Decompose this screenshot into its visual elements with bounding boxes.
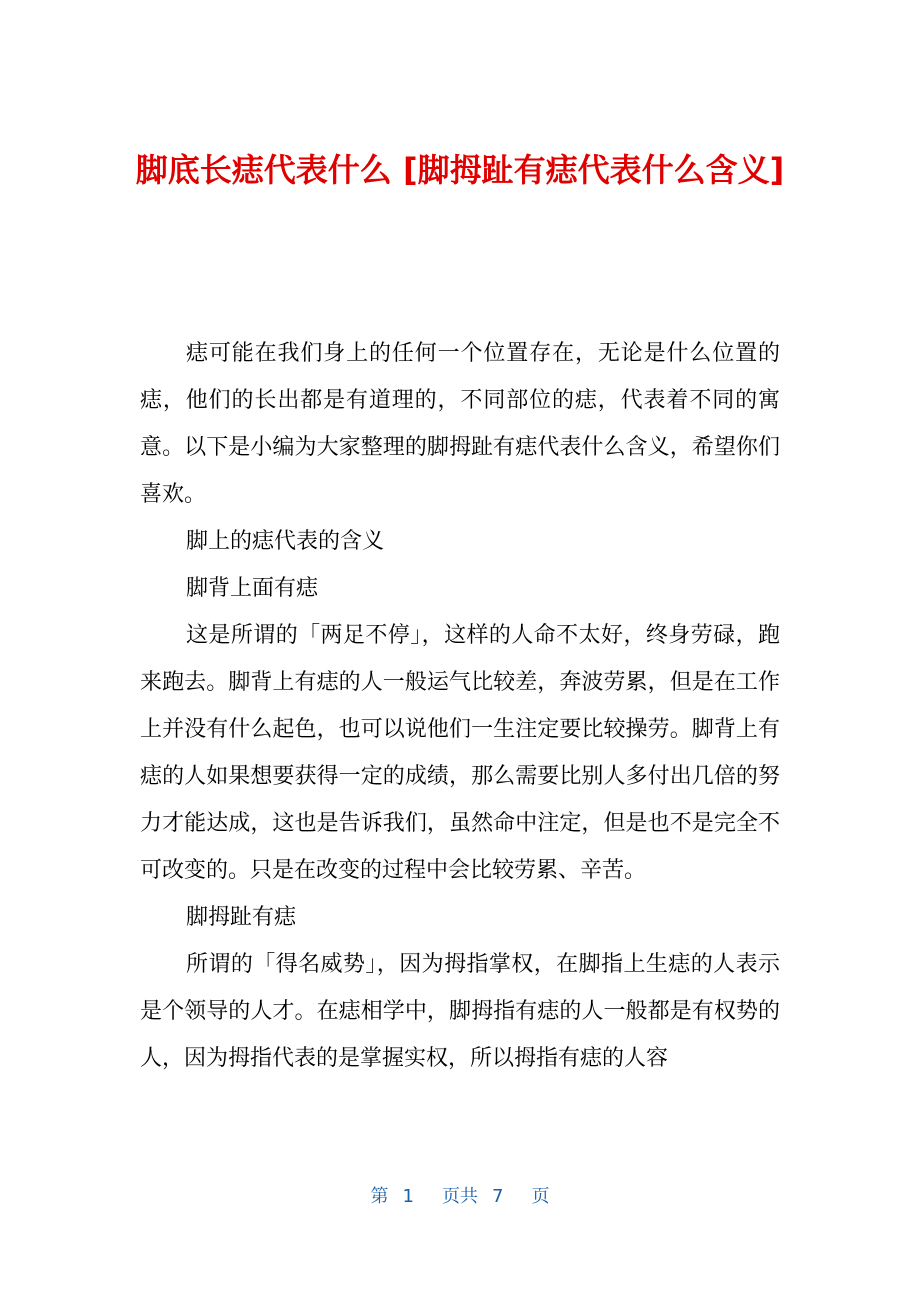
intro-paragraph: 痣可能在我们身上的任何一个位置存在，无论是什么位置的痣，他们的长出都是有道理的，不同部位的痣，代表着不同的寓意。以下是小编为大家整理的脚拇趾有痣代表什么含义，希望你们喜欢。 bbox=[140, 341, 780, 507]
footer-middle: 页共 bbox=[442, 1186, 478, 1207]
big-toe-mole-paragraph: 所谓的「得名威势」，因为拇指掌权，在脚指上生痣的人表示是个领导的人才。在痣相学中，脚拇指有痣的人一般都是有权势的人，因为拇指代表的是掌握实权，所以拇指有痣的人容 bbox=[140, 952, 780, 1071]
section-heading-big-toe-mole: 脚拇趾有痣 bbox=[186, 905, 297, 930]
footer-prefix: 第 bbox=[370, 1186, 389, 1207]
document-title: 脚底长痣代表什么 [脚拇趾有痣代表什么含义] bbox=[135, 151, 785, 189]
instep-mole-paragraph: 这是所谓的「两足不停」，这样的人命不太好，终身劳碌，跑来跑去。脚背上有痣的人一般运气比较差，奔波劳累，但是在工作上并没有什么起色，也可以说他们一生注定要比较操劳。脚背上有痣的人如果想要获得一定的成绩，那么需要比别人多付出几倍的努力才能达成，这也是告诉我们，虽然命中注定，但是也不是完全不可改变的。只是在改变的过程中会比较劳累、辛苦。 bbox=[140, 623, 780, 883]
page-footer bbox=[0, 1182, 920, 1212]
footer-page-number: 1 bbox=[402, 1186, 414, 1207]
section-heading-foot-moles: 脚上的痣代表的含义 bbox=[186, 529, 385, 554]
footer-suffix: 页 bbox=[531, 1186, 550, 1207]
footer-total-pages: 7 bbox=[492, 1186, 504, 1207]
document-body bbox=[140, 330, 780, 1082]
section-heading-instep-mole: 脚背上面有痣 bbox=[186, 576, 319, 601]
